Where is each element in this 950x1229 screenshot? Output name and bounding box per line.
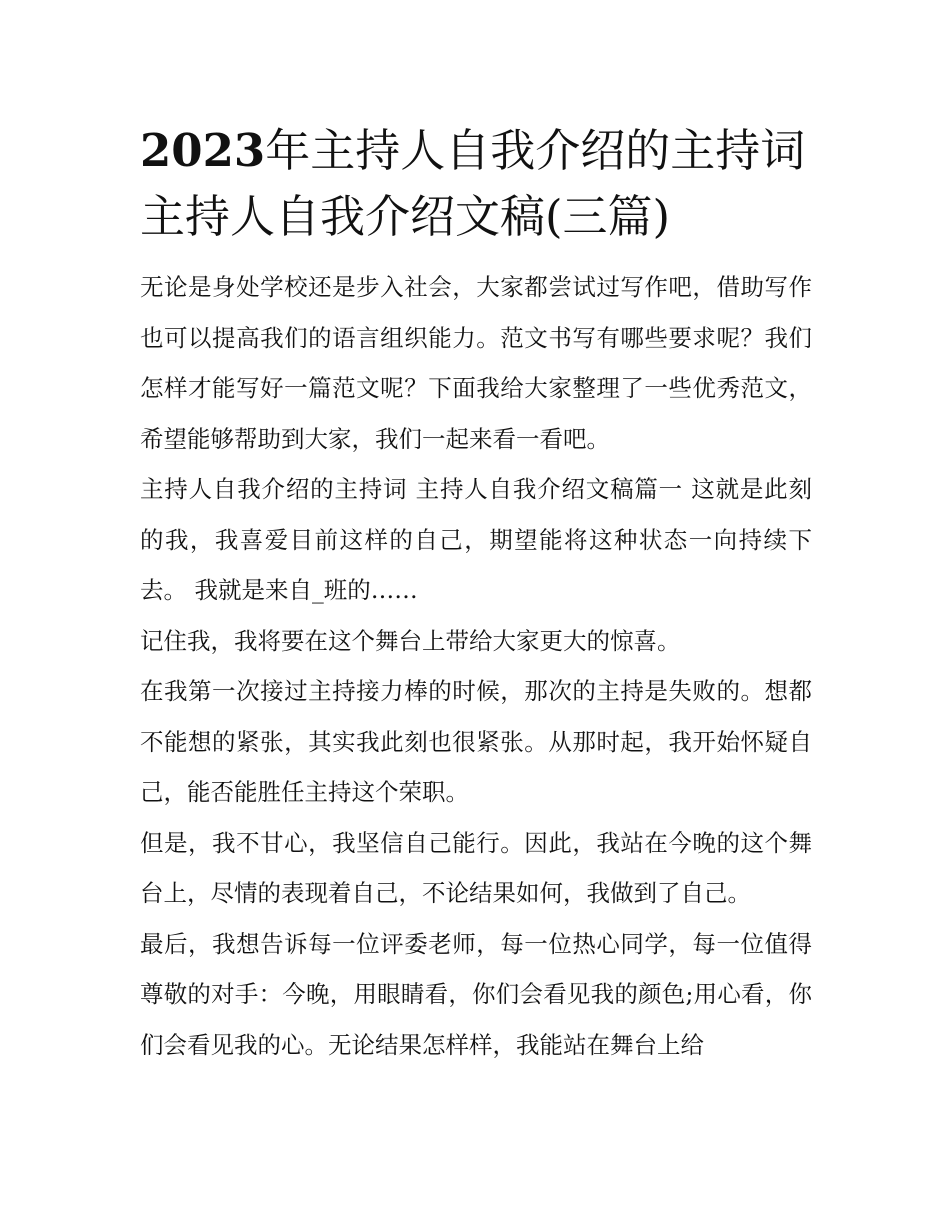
paragraph-3: 在我第一次接过主持接力棒的时候，那次的主持是失败的。想都不能想的紧张，其实我此刻也很紧张。从那时起，我开始怀疑自己，能否能胜任主持这个荣职。 <box>140 677 812 806</box>
document-page <box>140 118 812 1070</box>
paragraph-5: 最后，我想告诉每一位评委老师，每一位热心同学，每一位值得尊敬的对手：今晚，用眼睛看，你们会看见我的颜色;用心看，你们会看见我的心。无论结果怎样样，我能站在舞台上给 <box>140 929 812 1059</box>
title-year: 2023 <box>140 124 266 177</box>
paragraph-4: 但是，我不甘心，我坚信自己能行。因此，我站在今晚的这个舞台上，尽情的表现着自己，不论结果如何，我做到了自己。 <box>140 828 812 907</box>
paragraph-intro: 无论是身处学校还是步入社会，大家都尝试过写作吧，借助写作也可以提高我们的语言组织能力。范文书写有哪些要求呢？我们怎样才能写好一篇范文呢？下面我给大家整理了一些优秀范文，希望能够帮助到大家，我们一起来看一看吧。 <box>140 273 812 453</box>
title-text: 年主持人自我介绍的主持词 主持人自我介绍文稿(三篇) <box>140 124 806 243</box>
paragraph-2: 记住我，我将要在这个舞台上带给大家更大的惊喜。 <box>140 626 681 655</box>
paragraph-1: 主持人自我介绍的主持词 主持人自我介绍文稿篇一 这就是此刻的我，我喜爱目前这样的自己，期望能将这种状态一向持续下去。 我就是来自_班的…… <box>140 475 812 604</box>
document-title <box>140 118 812 250</box>
